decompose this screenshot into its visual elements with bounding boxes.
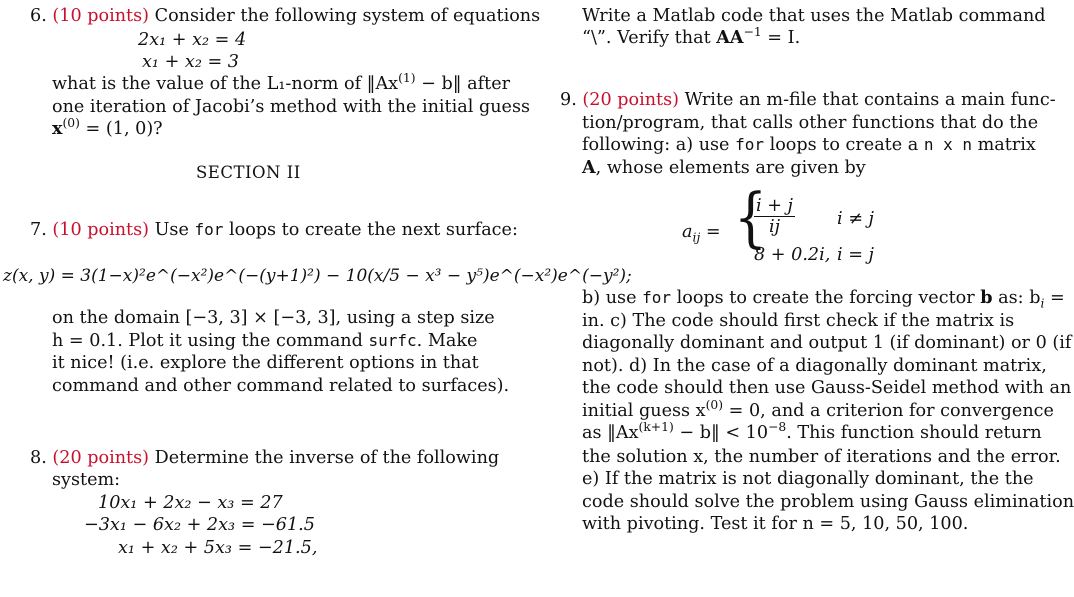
code-for: for [194, 220, 224, 239]
case-1-condition: i ≠ j [837, 209, 875, 229]
code-surfc: surfc [368, 331, 417, 350]
question-9-part-b-line-11: with pivoting. Test it for n = 5, 10, 50, 100. [582, 514, 969, 534]
question-8-line-2: system: [52, 470, 121, 490]
question-9-part-b-line-4: not). d) In the case of a diagonally dominant matrix, [582, 356, 1047, 376]
question-9-part-b-line-3: diagonally dominant and output 1 (if dominant) or 0 (if [582, 333, 1072, 353]
piecewise-brace: { [734, 180, 768, 256]
question-6-heading [30, 5, 540, 28]
question-6-line-5: $x^{(0)} = (1$, 0)? [52, 116, 163, 139]
question-9-part-b-line-6: initial guess $x^{(0)} = 0$, and a criterion for convergence [582, 398, 1054, 421]
question-9-part-b-line-10: code should solve the problem using Gauss elimination [582, 492, 1074, 512]
code-n-x-n: n x n [923, 135, 973, 154]
question-9-heading: 9. (20 points) Write an m-file that contains a main func- [560, 90, 1056, 110]
code-for: for [642, 288, 671, 307]
points-label: (20 points) [582, 90, 680, 110]
question-9-part-b-line-9: e) If the matrix is not diagonally dominant, the the [582, 469, 1034, 489]
question-7-line-1: on the domain [−3, 3] × [−3, 3], using a step size [52, 308, 495, 328]
question-8-continuation-line-1: Write a Matlab code that uses the Matlab command [582, 6, 1046, 26]
question-8-continuation-line-2: “\”. Verify that $AA^{-1} = I$. [582, 25, 801, 48]
question-7-heading: 7. (10 points) Use for loops to create the next surface: [30, 220, 518, 240]
case-2-value: 8 + 0.2i, [754, 245, 831, 265]
equation-1: 2x₁ + x₂ = 4 [138, 30, 247, 50]
question-9-line-3: following: a) use for loops to create a n x n matrix [582, 135, 1036, 155]
equation-2: x₁ + x₂ = 3 [142, 52, 239, 72]
question-number: 6. [30, 6, 47, 26]
question-7-line-3: it nice! (i.e. explore the different options in that [52, 353, 479, 373]
question-9-part-b-line-1: b) use for loops to create the forcing vector b as: $b_i$ = [582, 287, 1065, 311]
aij-label: $a_{ij}$ = [682, 222, 721, 245]
equation-3: x₁ + x₂ + 5x₃ = −21.5, [118, 538, 318, 558]
section-heading: SECTION II [196, 163, 301, 182]
question-9-part-b-line-2: in. c) The code should first check if the matrix is [582, 311, 1015, 331]
question-9-part-b-line-7: as $‖Ax^{(k+1)}$ − b‖ < $10^{-8}$. This function should return [582, 420, 1042, 443]
question-9-line-4: A, whose elements are given by [582, 157, 866, 178]
question-number: 8. [30, 448, 47, 468]
code-for: for [735, 135, 764, 154]
points-label: (10 points) [52, 220, 150, 240]
question-9-part-b-line-8: the solution x, the number of iterations and the error. [582, 447, 1061, 467]
points-label: (20 points) [52, 448, 150, 468]
question-8-heading: 8. (20 points) Determine the inverse of the following [30, 448, 500, 468]
points-label: (10 points) [52, 6, 150, 26]
question-number: 7. [30, 220, 47, 240]
question-9-part-b-line-5: the code should then use Gauss-Seidel method with an [582, 378, 1072, 398]
equation-2: −3x₁ − 6x₂ + 2x₃ = −61.5 [84, 515, 315, 535]
surface-formula: z(x, y) = 3(1−x)²e^(−x²)e^(−(y+1)²) − 10(x/5 − x³ − y⁵)e^(−x²)e^(−y²); [3, 266, 632, 286]
question-7-line-2: h = 0.1. Plot it using the command surfc. Make [52, 331, 478, 351]
equation-1: 10x₁ + 2x₂ − x₃ = 27 [98, 493, 283, 513]
question-intro: Consider the following system of equations [154, 6, 541, 26]
question-6-line-4: one iteration of Jacobi’s method with the initial guess [52, 97, 531, 117]
question-number: 9. [560, 90, 577, 110]
case-2-condition: i = j [837, 245, 875, 265]
question-7-line-4: command and other command related to surfaces). [52, 376, 510, 396]
question-9-line-2: tion/program, that calls other functions that do the [582, 113, 1039, 133]
question-6-line-3: what is the value of the L₁-norm of $‖Ax^{(1)}$ − b‖ after [52, 71, 511, 94]
case-1-fraction: $\frac{i + j}{ij}$ [756, 196, 794, 237]
